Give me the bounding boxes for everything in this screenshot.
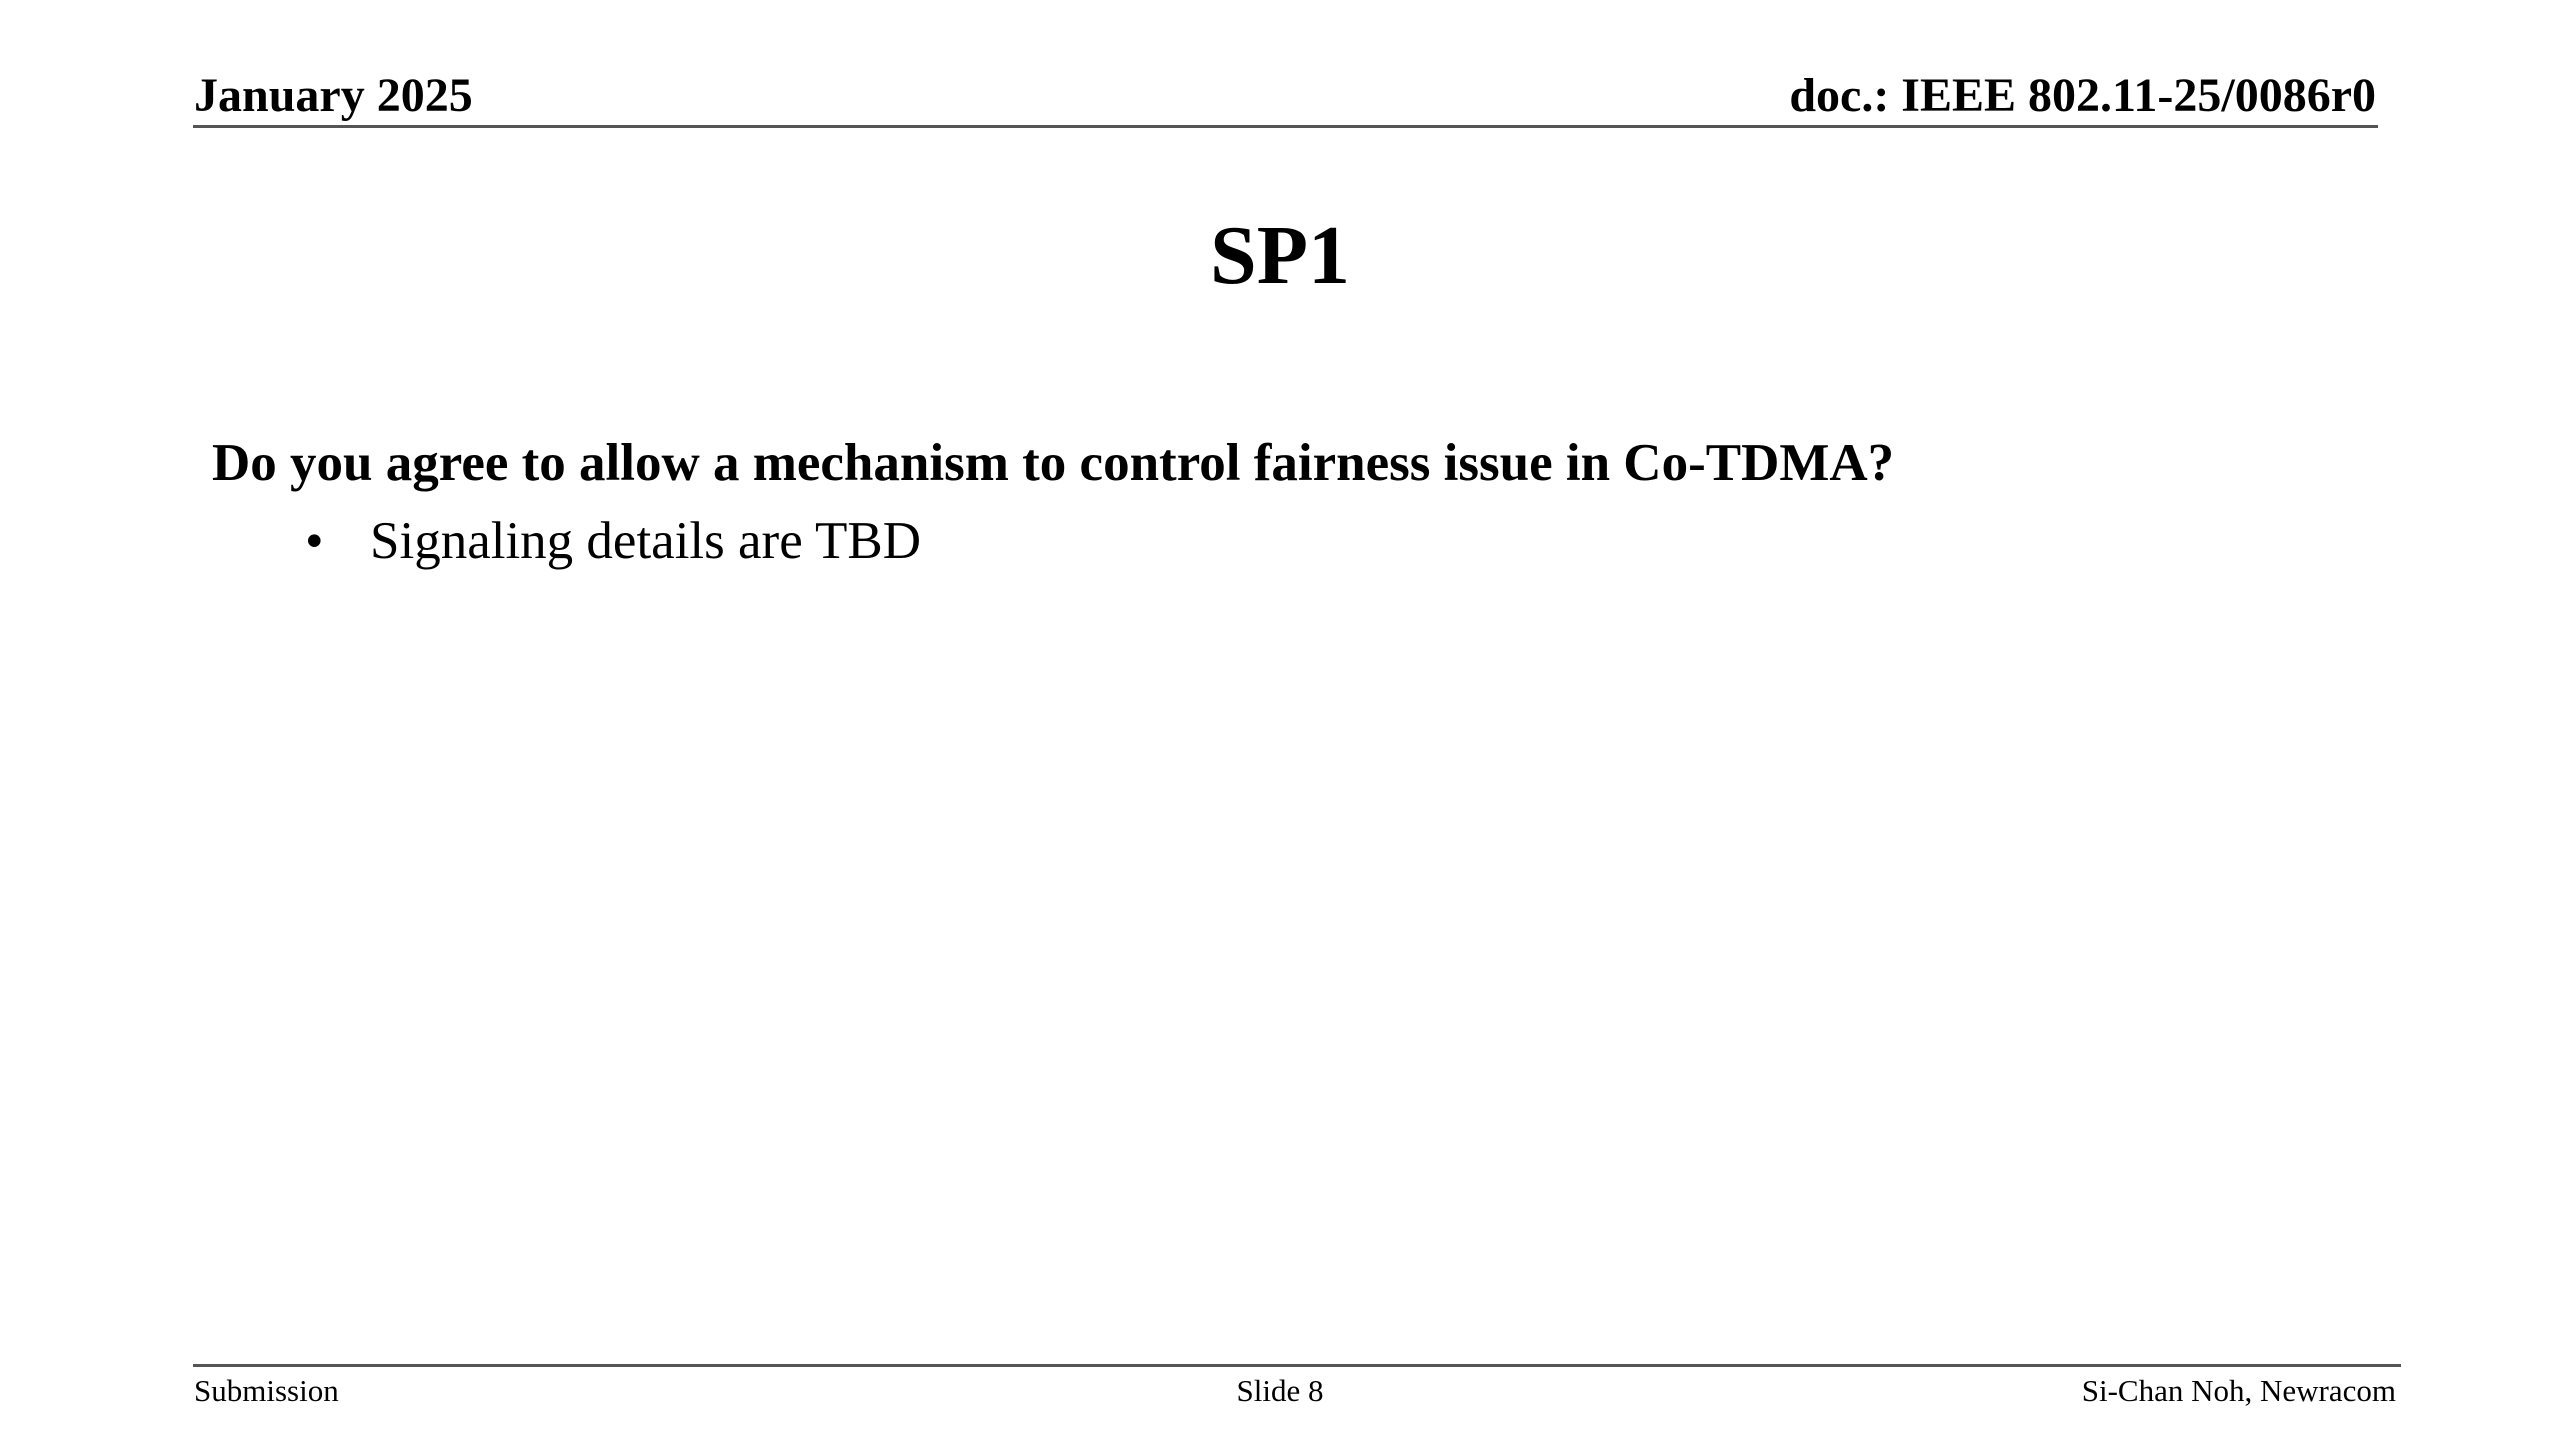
straw-poll-question: Do you agree to allow a mechanism to control fairness issue in Co-TDMA? — [212, 434, 1895, 492]
header-doc-id: doc.: IEEE 802.11-25/0086r0 — [1789, 69, 2376, 122]
header-divider — [193, 125, 2378, 128]
bullet-item — [305, 510, 921, 574]
slide-title: SP1 — [1209, 209, 1351, 302]
footer-slide-number: Slide 8 — [1236, 1373, 1324, 1408]
footer-divider — [193, 1364, 2401, 1367]
bullet-text: Signaling details are TBD — [370, 512, 922, 570]
footer-author: Si-Chan Noh, Newracom — [2081, 1373, 2396, 1408]
bullet-marker: • — [305, 512, 324, 570]
header-date: January 2025 — [194, 69, 473, 122]
footer-submission: Submission — [194, 1373, 339, 1408]
